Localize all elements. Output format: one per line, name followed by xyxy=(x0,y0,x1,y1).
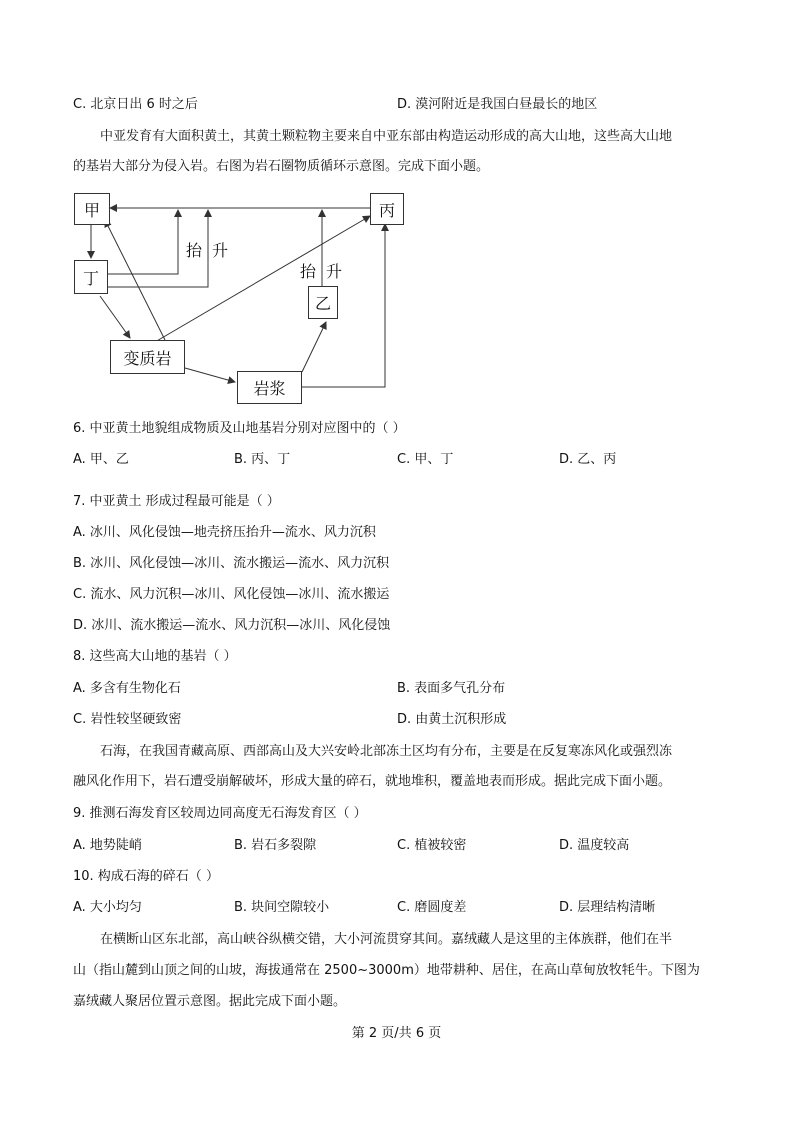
q7-option-d: D. 冰川、流水搬运—流水、风力沉积—冰川、风化侵蚀 xyxy=(73,618,391,633)
intro1-line1: 中亚发育有大面积黄土，其黄土颗粒物主要来自中亚东部由构造运动形成的高大山地，这些高大山地 xyxy=(100,129,673,144)
box-yi: 乙 xyxy=(308,286,338,319)
intro3-line1: 在横断山区东北部，高山峡谷纵横交错，大小河流贯穿其间。嘉绒藏人是这里的主体族群，他们在半 xyxy=(100,932,673,947)
q6-option-a: A. 甲、乙 xyxy=(73,452,129,467)
label-lift-left: 抬升 xyxy=(186,241,239,260)
q7-stem: 7. 中亚黄土 形成过程最可能是（ ） xyxy=(73,494,280,509)
intro2-line1: 石海，在我国青藏高原、西部高山及大兴安岭北部冻土区均有分布，主要是在反复寒冻风化或强烈冻 xyxy=(100,744,673,759)
arrow-yanjiang-to-yi xyxy=(302,322,326,372)
q8-option-a: A. 多含有生物化石 xyxy=(73,681,181,696)
page-footer: 第 2 页/共 6 页 xyxy=(351,1026,442,1041)
arrow-bianzhiyan-to-yanjiang xyxy=(185,368,235,382)
q8-option-b: B. 表面多气孔分布 xyxy=(397,681,506,696)
intro2-line2: 融风化作用下，岩石遭受崩解破坏，形成大量的碎石，就地堆积，覆盖地表而形成。据此完成下面小题。 xyxy=(73,774,672,789)
q6-option-b: B. 丙、丁 xyxy=(234,452,291,467)
q6-option-d: D. 乙、丙 xyxy=(559,452,617,467)
q5-option-d: D. 漠河附近是我国白昼最长的地区 xyxy=(397,97,598,112)
q10-option-d: D. 层理结构清晰 xyxy=(559,900,656,915)
q6-option-c: C. 甲、丁 xyxy=(397,452,454,467)
box-bianzhiyan: 变质岩 xyxy=(110,340,185,374)
q9-option-a: A. 地势陡峭 xyxy=(73,838,142,853)
q8-option-c: C. 岩性较坚硬致密 xyxy=(73,712,182,727)
arrow-bianzhiyan-to-jia xyxy=(105,220,165,340)
q7-option-a: A. 冰川、风化侵蚀—地壳挤压抬升—流水、风力沉积 xyxy=(73,525,376,540)
box-yanjiang: 岩浆 xyxy=(237,371,302,404)
q9-stem: 9. 推测石海发育区较周边同高度无石海发育区（ ） xyxy=(73,806,367,821)
box-ding: 丁 xyxy=(74,260,108,294)
q7-option-c: C. 流水、风力沉积—冰川、风化侵蚀—冰川、流水搬运 xyxy=(73,587,390,602)
q8-stem: 8. 这些高大山地的基岩（ ） xyxy=(73,649,237,664)
q9-option-c: C. 植被较密 xyxy=(397,838,467,853)
q8-option-d: D. 由黄土沉积形成 xyxy=(397,712,507,727)
intro1-line2: 的基岩大部分为侵入岩。右图为岩石圈物质循环示意图。完成下面小题。 xyxy=(73,159,490,174)
q10-stem: 10. 构成石海的碎石（ ） xyxy=(73,869,219,884)
q7-option-b: B. 冰川、风化侵蚀—冰川、流水搬运—流水、风力沉积 xyxy=(73,556,390,571)
q10-option-c: C. 磨圆度差 xyxy=(397,900,467,915)
q10-option-b: B. 块间空隙较小 xyxy=(234,900,330,915)
intro3-line2: 山（指山麓到山顶之间的山坡，海拔通常在 2500~3000m）地带耕种、居住，在高山草甸放牧牦牛。下图为 xyxy=(73,963,700,978)
box-jia: 甲 xyxy=(74,193,110,225)
q10-option-a: A. 大小均匀 xyxy=(73,900,142,915)
q9-option-d: D. 温度较高 xyxy=(559,838,630,853)
arrow-ding-lift-1 xyxy=(108,210,178,274)
rock-cycle-diagram xyxy=(70,190,410,405)
q5-option-c: C. 北京日出 6 时之后 xyxy=(73,97,198,112)
box-bing: 丙 xyxy=(370,193,404,225)
q6-stem: 6. 中亚黄土地貌组成物质及山地基岩分别对应图中的（ ） xyxy=(73,421,406,436)
q9-option-b: B. 岩石多裂隙 xyxy=(234,838,317,853)
arrow-ding-to-bianzhiyan xyxy=(100,296,130,338)
intro3-line3: 嘉绒藏人聚居位置示意图。据此完成下面小题。 xyxy=(73,994,347,1009)
label-lift-right: 抬升 xyxy=(300,262,353,281)
